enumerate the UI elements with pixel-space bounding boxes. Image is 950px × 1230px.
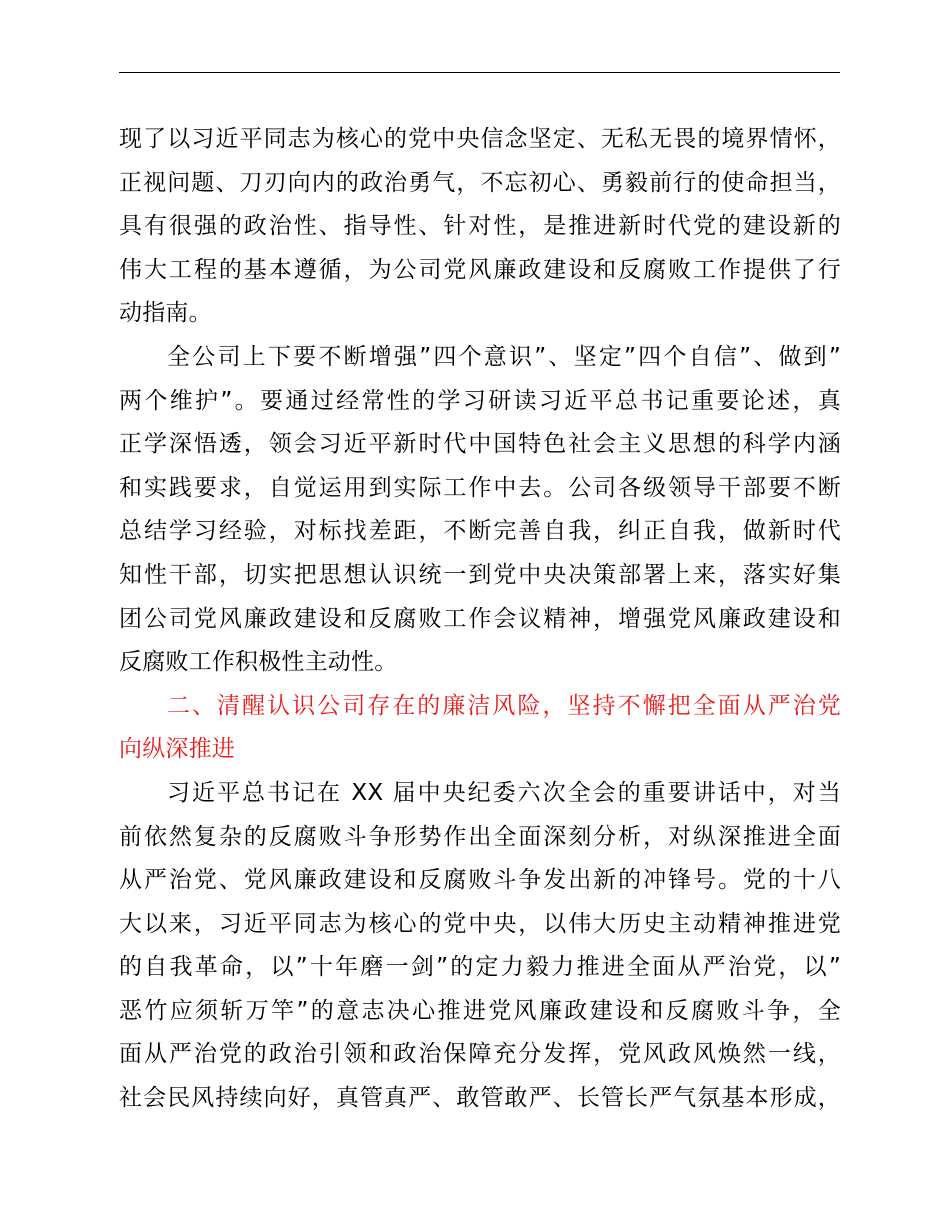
paragraph-line: 恶竹应须斩万竿”的意志决心推进党风廉政建设和反腐败斗争，全 [119, 997, 841, 1024]
paragraph-line: 从严治党、党风廉政建设和反腐败斗争发出新的冲锋号。党的十八 [119, 867, 841, 894]
paragraph-line: 前依然复杂的反腐败斗争形势作出全面深刻分析，对纵深推进全面 [119, 823, 841, 850]
paragraph-line: 正视问题、刀刃向内的政治勇气，不忘初心、勇毅前行的使命担当， [119, 169, 841, 196]
paragraph-line: 总结学习经验，对标找差距，不断完善自我，纠正自我，做新时代 [119, 518, 841, 545]
section-heading-line: 二、清醒认识公司存在的廉洁风险，坚持不懈把全面从严治党 [167, 692, 841, 719]
paragraph-line: 两个维护”。要通过经常性的学习研读习近平总书记重要论述，真 [119, 387, 841, 414]
paragraph-line: 知性干部，切实把思想认识统一到党中央决策部署上来，落实好集 [119, 561, 841, 588]
header-rule [119, 72, 840, 73]
section-heading-line: 向纵深推进 [119, 736, 235, 763]
paragraph-line: 动指南。 [119, 300, 212, 327]
paragraph-line: 具有很强的政治性、指导性、针对性，是推进新时代党的建设新的 [119, 213, 841, 240]
paragraph-line: 和实践要求，自觉运用到实际工作中去。公司各级领导干部要不断 [119, 474, 841, 501]
document-body [119, 118, 841, 1121]
paragraph-line: 伟大工程的基本遵循，为公司党风廉政建设和反腐败工作提供了行 [119, 256, 841, 283]
paragraph-line: 现了以习近平同志为核心的党中央信念坚定、无私无畏的境界情怀， [119, 126, 841, 152]
paragraph-line: 大以来，习近平同志为核心的党中央，以伟大历史主动精神推进党 [119, 910, 841, 937]
paragraph-line: 团公司党风廉政建设和反腐败工作会议精神，增强党风廉政建设和 [119, 605, 841, 632]
section-heading [119, 685, 841, 772]
paragraph-line: 反腐败工作积极性主动性。 [119, 649, 398, 676]
paragraph-3 [119, 772, 841, 1121]
paragraph-line: 正学深悟透，领会习近平新时代中国特色社会主义思想的科学内涵 [119, 431, 841, 458]
paragraph-2 [119, 336, 841, 685]
paragraph-line: 的自我革命，以”十年磨一剑”的定力毅力推进全面从严治党，以” [119, 954, 841, 981]
paragraph-line: 社会民风持续向好，真管真严、敢管敢严、长管长严气氛基本形成， [119, 1085, 841, 1112]
paragraph-line: 习近平总书记在 XX 届中央纪委六次全会的重要讲话中，对当 [167, 779, 841, 806]
paragraph-1 [119, 118, 841, 336]
paragraph-line: 面从严治党的政治引领和政治保障充分发挥，党风政风焕然一线， [119, 1041, 841, 1068]
paragraph-line: 全公司上下要不断增强”四个意识”、坚定”四个自信”、做到” [167, 343, 841, 370]
